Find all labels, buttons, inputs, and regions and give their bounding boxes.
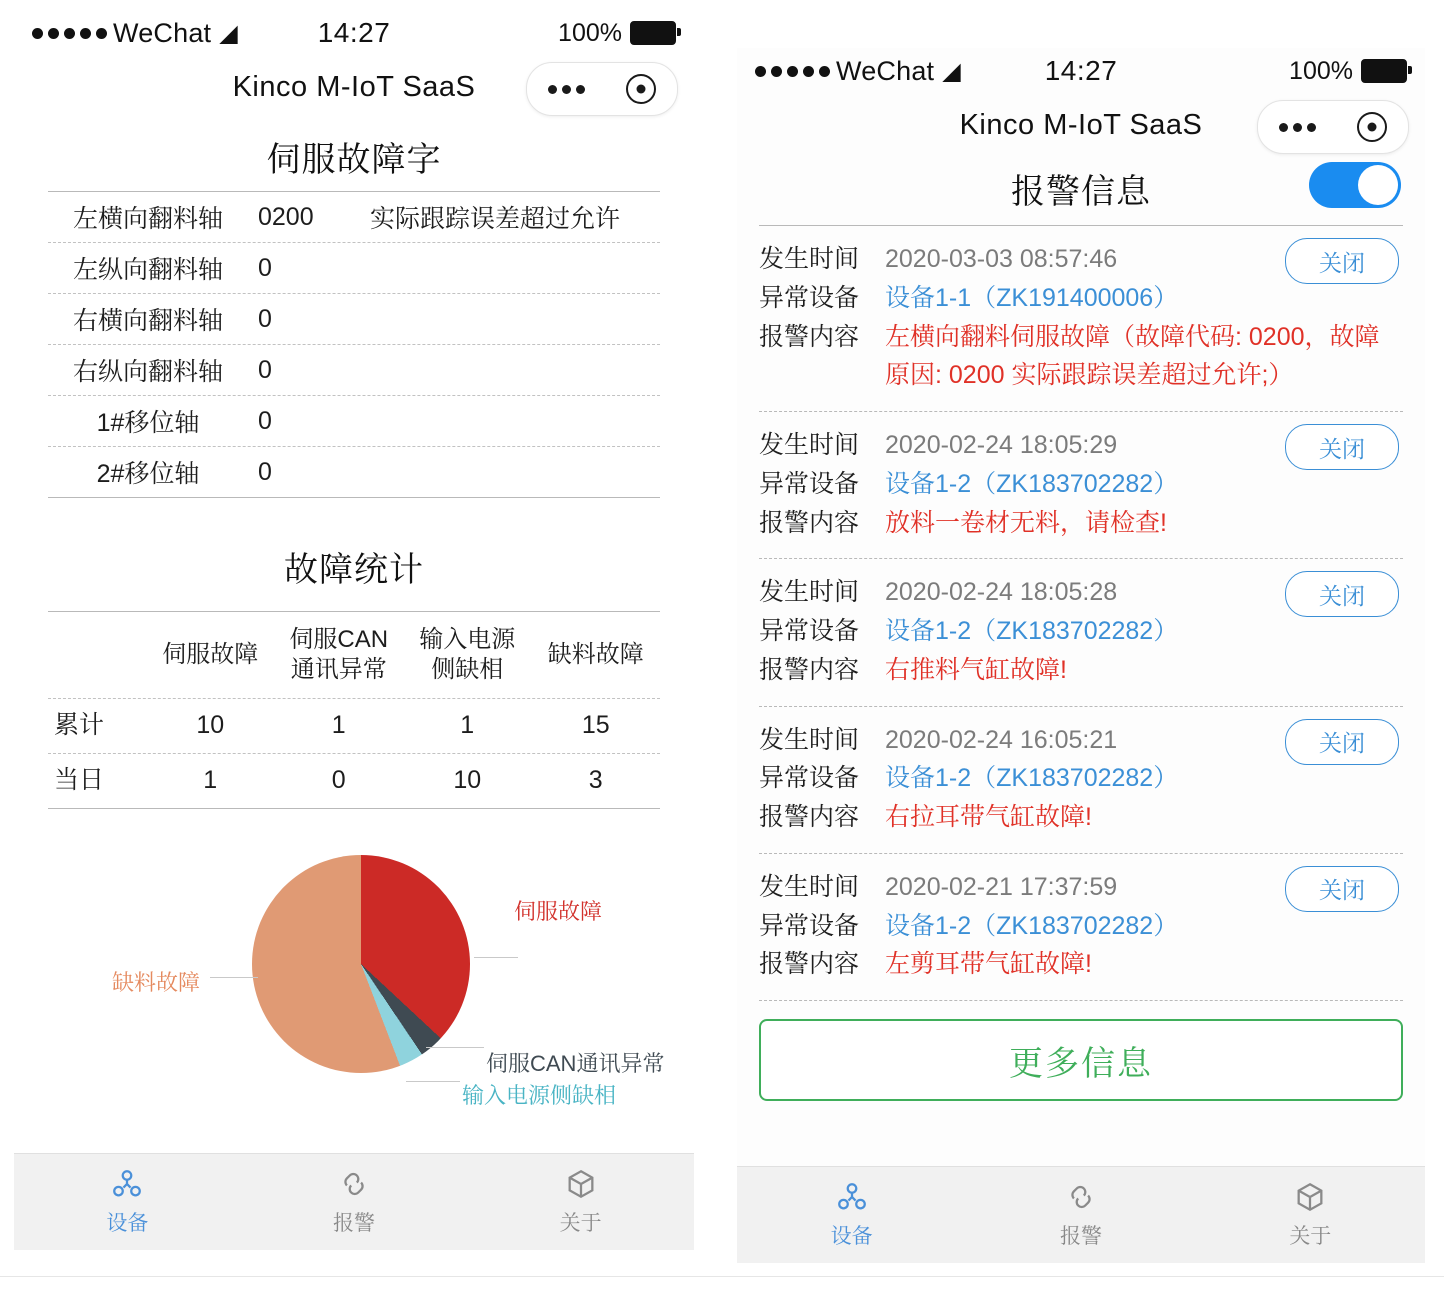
tab-label: 设备 [106,1212,149,1235]
status-bar-clock: 14:27 [1044,55,1118,86]
table-row [48,243,660,294]
stats-col-power: 输入电源 侧缺相 [419,626,516,683]
table-row [48,447,660,497]
alarm-content-row [759,651,1403,690]
alarm-content-row [759,798,1403,837]
close-target-icon[interactable] [1357,112,1387,142]
fault-axis-name: 左纵向翻料轴 [72,256,223,284]
alarm-content-value: 右拉耳带气缸故障! [885,803,1092,831]
right-phone-screen [737,48,1425,1263]
close-alarm-button[interactable]: 关闭 [1285,866,1399,912]
field-label-device: 异常设备 [759,911,860,940]
table-row [48,192,660,243]
alarm-link-icon [1064,1180,1098,1214]
alarm-device-value[interactable]: 设备1-1（ZK191400006） [885,283,1179,312]
more-menu-icon[interactable] [1279,123,1316,132]
battery-percent-label: 100% [1289,56,1353,85]
stats-cell: 10 [453,766,482,795]
fault-axis-name: 2#移位轴 [96,460,200,488]
pie-label-power-phase: 输入电源侧缺相 [462,1083,617,1108]
field-label-time: 发生时间 [759,245,860,273]
fault-axis-name: 右纵向翻料轴 [72,358,223,386]
alarm-device-value[interactable]: 设备1-2（ZK183702282） [885,764,1179,793]
devices-icon [110,1167,144,1201]
field-label-content: 报警内容 [759,655,860,684]
alarm-content-row [759,504,1403,543]
tab-devices[interactable] [14,1154,241,1250]
status-bar-left [14,10,694,56]
bottom-tabbar-right [737,1166,1425,1263]
alarm-content-value: 左横向翻料伺服故障（故障代码: 0200，故障原因: 0200 实际跟踪误差超过允许;） [885,322,1380,390]
stats-cell: 15 [581,711,610,740]
battery-percent-label: 100% [558,18,622,47]
table-row [48,396,660,447]
fault-axis-name: 左横向翻料轴 [72,205,223,233]
tab-alarm[interactable] [241,1154,468,1250]
alarm-device-row [759,279,1403,318]
stats-col-servo: 伺服故障 [162,641,259,668]
pie-slices [252,855,470,1073]
stats-header-row [48,612,660,699]
close-alarm-button[interactable]: 关闭 [1285,571,1399,617]
fault-desc: 实际跟踪误差超过允许 [370,205,621,233]
left-phone-screen [14,10,694,1250]
list-item [759,226,1403,412]
more-menu-icon[interactable] [548,85,585,94]
tab-label: 报警 [1059,1225,1102,1248]
tab-label: 关于 [1289,1225,1332,1248]
cube-icon [564,1167,598,1201]
fault-stats-title: 故障统计 [284,551,424,589]
status-bar-right [737,48,1425,94]
stats-cell: 10 [196,711,225,740]
page-title: 伺服故障字 [266,141,442,179]
alarm-device-value[interactable]: 设备1-2（ZK183702282） [885,911,1179,940]
pie-label-material-fault: 缺料故障 [112,970,201,995]
leader-line-gray [426,1047,484,1048]
field-label-content: 报警内容 [759,322,860,351]
wechat-navbar-left [14,56,694,118]
field-label-content: 报警内容 [759,508,860,537]
stats-cell: 1 [460,711,475,740]
fault-axis-name: 1#移位轴 [96,409,200,437]
tab-devices[interactable] [737,1167,966,1263]
alarm-enable-toggle[interactable] [1309,162,1401,208]
alarm-device-row [759,907,1403,946]
alarm-page-header [737,156,1425,225]
list-item [759,412,1403,559]
list-item [759,854,1403,1001]
page-bottom-divider [0,1276,1444,1277]
alarm-list [759,225,1403,1001]
stats-col-material: 缺料故障 [547,641,644,668]
fault-axis-name: 右横向翻料轴 [72,307,223,335]
stats-row-today [48,754,660,808]
wechat-capsule-left[interactable] [526,62,678,116]
alarm-device-value[interactable]: 设备1-2（ZK183702282） [885,469,1179,498]
leader-line-teal [406,1081,460,1082]
page-title: 报警信息 [1011,173,1151,211]
servo-fault-table [48,191,660,498]
tab-label: 报警 [333,1212,375,1235]
fault-code: 0 [258,355,272,384]
field-label-time: 发生时间 [759,725,860,754]
battery-icon [1361,59,1407,83]
more-info-button[interactable]: 更多信息 [759,1019,1403,1101]
alarm-content-value: 右推料气缸故障! [885,655,1067,684]
alarm-content-value: 放料一卷材无料，请检查! [885,508,1167,537]
field-label-device: 异常设备 [759,283,860,312]
battery-icon [630,21,676,45]
wifi-icon: ◢ [942,57,961,85]
fault-code: 0200 [258,202,314,231]
carrier-label: WeChat [836,55,935,86]
alarm-device-row [759,612,1403,651]
field-label-device: 异常设备 [759,617,860,645]
alarm-content-row [759,945,1403,984]
stats-col-can: 伺服CAN 通讯异常 [289,626,389,683]
tab-about[interactable] [1196,1167,1425,1263]
field-label-time: 发生时间 [759,431,860,459]
carrier-label: WeChat [113,17,212,48]
stats-row-total [48,699,660,754]
fault-code: 0 [258,253,272,282]
stats-cell: 0 [331,766,346,795]
alarm-time-value: 2020-02-24 18:05:28 [885,578,1118,607]
fault-code: 0 [258,304,272,333]
alarm-link-icon [337,1167,371,1201]
alarm-time-value: 2020-02-24 16:05:21 [885,725,1118,754]
table-row [48,294,660,345]
alarm-time-value: 2020-02-24 18:05:29 [885,431,1118,459]
status-bar-clock: 14:27 [317,17,391,48]
field-label-content: 报警内容 [759,803,860,831]
list-item [759,707,1403,854]
fault-code: 0 [258,406,272,435]
pie-label-can-fault: 伺服CAN通讯异常 [486,1051,665,1076]
stats-cell: 1 [203,766,218,795]
stats-row-label: 累计 [54,711,105,740]
alarm-time-value: 2020-03-03 08:57:46 [885,245,1118,273]
fault-code: 0 [258,457,272,486]
table-row [48,345,660,396]
tab-label: 设备 [830,1225,873,1248]
stats-cell: 3 [588,766,603,795]
stats-cell: 1 [331,711,346,740]
list-item [759,559,1403,706]
cube-icon [1293,1180,1327,1214]
alarm-device-value[interactable]: 设备1-2（ZK183702282） [885,617,1179,645]
field-label-device: 异常设备 [759,764,860,793]
leader-line-orange [210,977,258,978]
field-label-content: 报警内容 [759,950,860,979]
wechat-capsule-right[interactable] [1257,100,1409,154]
close-alarm-button[interactable]: 关闭 [1285,719,1399,765]
devices-icon [835,1180,869,1214]
miniprogram-title: Kinco M-IoT SaaS [232,70,476,103]
close-alarm-button[interactable]: 关闭 [1285,238,1399,284]
alarm-content-value: 左剪耳带气缸故障! [885,950,1092,979]
field-label-time: 发生时间 [759,872,860,901]
alarm-content-row [759,318,1403,396]
fault-stats-table [48,611,660,809]
wechat-navbar-right [737,94,1425,156]
miniprogram-title: Kinco M-IoT SaaS [959,108,1203,141]
alarm-device-row [759,759,1403,798]
wifi-icon: ◢ [219,19,238,47]
tab-label: 关于 [559,1212,602,1235]
alarm-time-value: 2020-02-21 17:37:59 [885,872,1118,901]
close-target-icon[interactable] [626,74,656,104]
stats-row-label: 当日 [54,766,105,795]
field-label-device: 异常设备 [759,469,860,498]
close-alarm-button[interactable]: 关闭 [1285,424,1399,470]
field-label-time: 发生时间 [759,578,860,607]
alarm-device-row [759,465,1403,504]
tab-alarm[interactable] [966,1167,1195,1263]
fault-pie-chart [14,851,694,1141]
pie-label-servo-fault: 伺服故障 [514,899,603,924]
bottom-tabbar-left [14,1153,694,1250]
leader-line-red [474,957,518,958]
tab-about[interactable] [467,1154,694,1250]
